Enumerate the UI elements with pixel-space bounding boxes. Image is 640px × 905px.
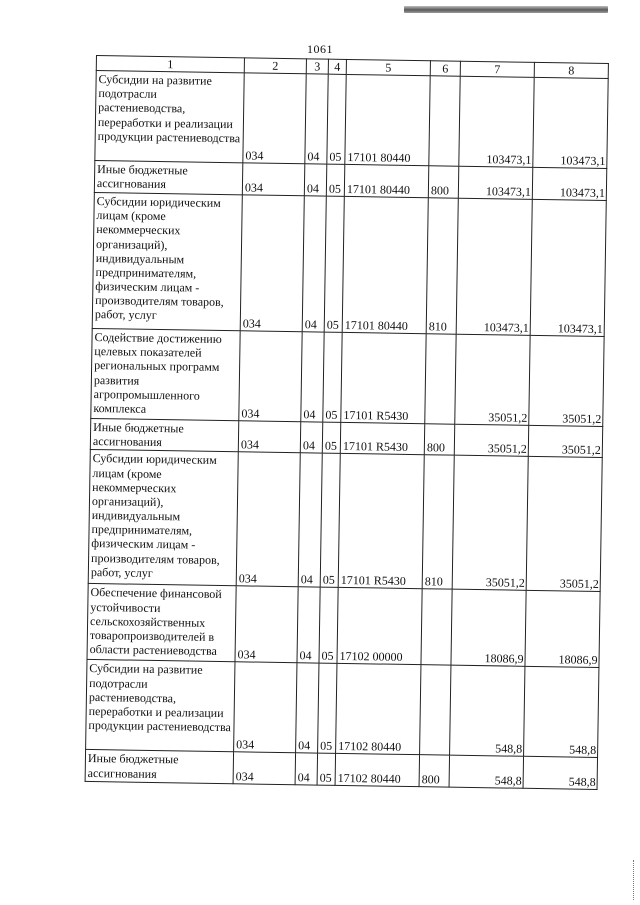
target-article-cell: 17102 80440	[335, 754, 419, 787]
subsection-cell: 05	[326, 164, 345, 196]
code-cell: 034	[238, 421, 300, 453]
code-cell: 034	[234, 662, 297, 753]
amount-cell: 548,8	[450, 666, 525, 757]
code-cell: 034	[236, 452, 300, 587]
section-cell: 04	[297, 587, 320, 663]
expense-type-cell: 800	[424, 424, 454, 456]
amount-cell: 103473,1	[532, 168, 606, 201]
target-article-cell: 17101 80440	[344, 165, 428, 198]
table-row	[87, 584, 600, 668]
table-body	[85, 71, 608, 790]
amount-cell: 35051,2	[529, 336, 604, 427]
amount-cell: 548,8	[523, 757, 597, 790]
target-article-cell: 17102 80440	[336, 664, 421, 755]
expense-type-cell: 810	[422, 455, 454, 589]
target-article-cell: 17101 80440	[345, 75, 430, 166]
section-cell: 04	[305, 74, 328, 164]
expense-type-cell: 800	[419, 755, 449, 787]
expense-type-cell: 800	[428, 166, 458, 198]
section-cell: 04	[298, 453, 322, 587]
subsection-cell: 05	[322, 422, 340, 454]
table-row	[95, 71, 608, 169]
name-cell: Иные бюджетные ассигнования	[90, 419, 238, 453]
section-cell: 04	[296, 663, 319, 753]
header-cell-8: 8	[534, 62, 608, 78]
amount-cell: 548,8	[449, 756, 523, 789]
section-cell: 04	[302, 196, 326, 332]
amount-cell: 35051,2	[526, 457, 602, 592]
subsection-cell: 05	[327, 74, 346, 164]
name-cell: Субсидии юридическим лицам (кроме некоммерческих организаций), индивидуальным предпринимателям, физическим лицам - производителям товаров, работ, услуг	[92, 193, 242, 331]
section-cell: 04	[304, 164, 326, 196]
header-cell-3: 3	[306, 59, 328, 74]
table-row	[86, 660, 599, 758]
name-cell: Содействие достижению целевых показателей региональных программ развития агропромышленного комплекса	[91, 329, 240, 421]
target-article-cell: 17101 R5430	[338, 454, 424, 589]
table-row	[88, 450, 602, 592]
code-cell: 034	[240, 195, 304, 332]
amount-cell: 35051,2	[528, 425, 602, 457]
section-cell: 04	[301, 332, 324, 422]
header-cell-2: 2	[244, 58, 306, 74]
code-cell: 034	[242, 163, 304, 196]
target-article-cell: 17102 00000	[337, 588, 422, 665]
subsection-cell: 05	[317, 754, 336, 786]
scan-edge-mark	[404, 6, 608, 13]
section-cell: 04	[295, 753, 317, 785]
target-article-cell: 17101 R5430	[341, 333, 426, 424]
header-cell-5: 5	[346, 59, 430, 75]
name-cell: Иные бюджетные ассигнования	[85, 750, 233, 784]
target-article-cell: 17101 80440	[342, 197, 428, 334]
expense-type-cell	[420, 665, 451, 755]
code-cell: 034	[233, 752, 295, 785]
code-cell: 034	[239, 331, 302, 422]
scan-edge-dots	[632, 860, 634, 900]
amount-cell: 103473,1	[530, 200, 606, 337]
page-number: 1061	[307, 42, 333, 56]
budget-table	[85, 55, 609, 790]
amount-cell: 35051,2	[452, 456, 528, 591]
amount-cell: 18086,9	[525, 591, 600, 668]
name-cell: Субсидии на развитие подотрасли растениеводства, переработки и реализации продукции растениеводства	[86, 660, 235, 752]
expense-type-cell	[421, 589, 452, 665]
name-cell: Обеспечение финансовой устойчивости сельскохозяйственных товаропроизводителей в области растениеводства	[87, 584, 236, 662]
amount-cell: 103473,1	[456, 198, 532, 335]
amount-cell: 548,8	[524, 667, 599, 758]
expense-type-cell: 810	[426, 198, 458, 334]
header-cell-7: 7	[460, 61, 534, 77]
amount-cell: 103473,1	[458, 166, 532, 199]
subsection-cell: 05	[319, 588, 338, 664]
section-cell: 04	[300, 422, 322, 454]
header-cell-4: 4	[328, 59, 346, 74]
amount-cell: 35051,2	[455, 334, 530, 425]
subsection-cell: 05	[320, 454, 340, 588]
table-row	[91, 329, 604, 427]
name-cell: Субсидии на развитие подотрасли растениеводства, переработки и реализации продукции растениеводства	[95, 71, 244, 163]
amount-cell: 103473,1	[533, 78, 608, 169]
code-cell: 034	[235, 586, 298, 663]
target-article-cell: 17101 R5430	[340, 423, 424, 456]
amount-cell: 35051,2	[454, 424, 528, 456]
table-row	[92, 193, 606, 337]
header-cell-6: 6	[430, 61, 460, 77]
amount-cell: 18086,9	[451, 590, 526, 667]
subsection-cell: 05	[318, 664, 337, 754]
name-cell: Иные бюджетные ассигнования	[94, 161, 242, 195]
subsection-cell: 05	[323, 332, 342, 422]
expense-type-cell	[429, 76, 460, 166]
header-cell-1: 1	[96, 56, 244, 73]
subsection-cell: 05	[324, 196, 344, 332]
code-cell: 034	[243, 73, 306, 164]
expense-type-cell	[425, 334, 456, 424]
name-cell: Субсидии юридическим лицам (кроме некоммерческих организаций), индивидуальным предпринимателям, физическим лицам - производителям товаров, работ, услуг	[88, 450, 238, 586]
amount-cell: 103473,1	[459, 76, 534, 167]
